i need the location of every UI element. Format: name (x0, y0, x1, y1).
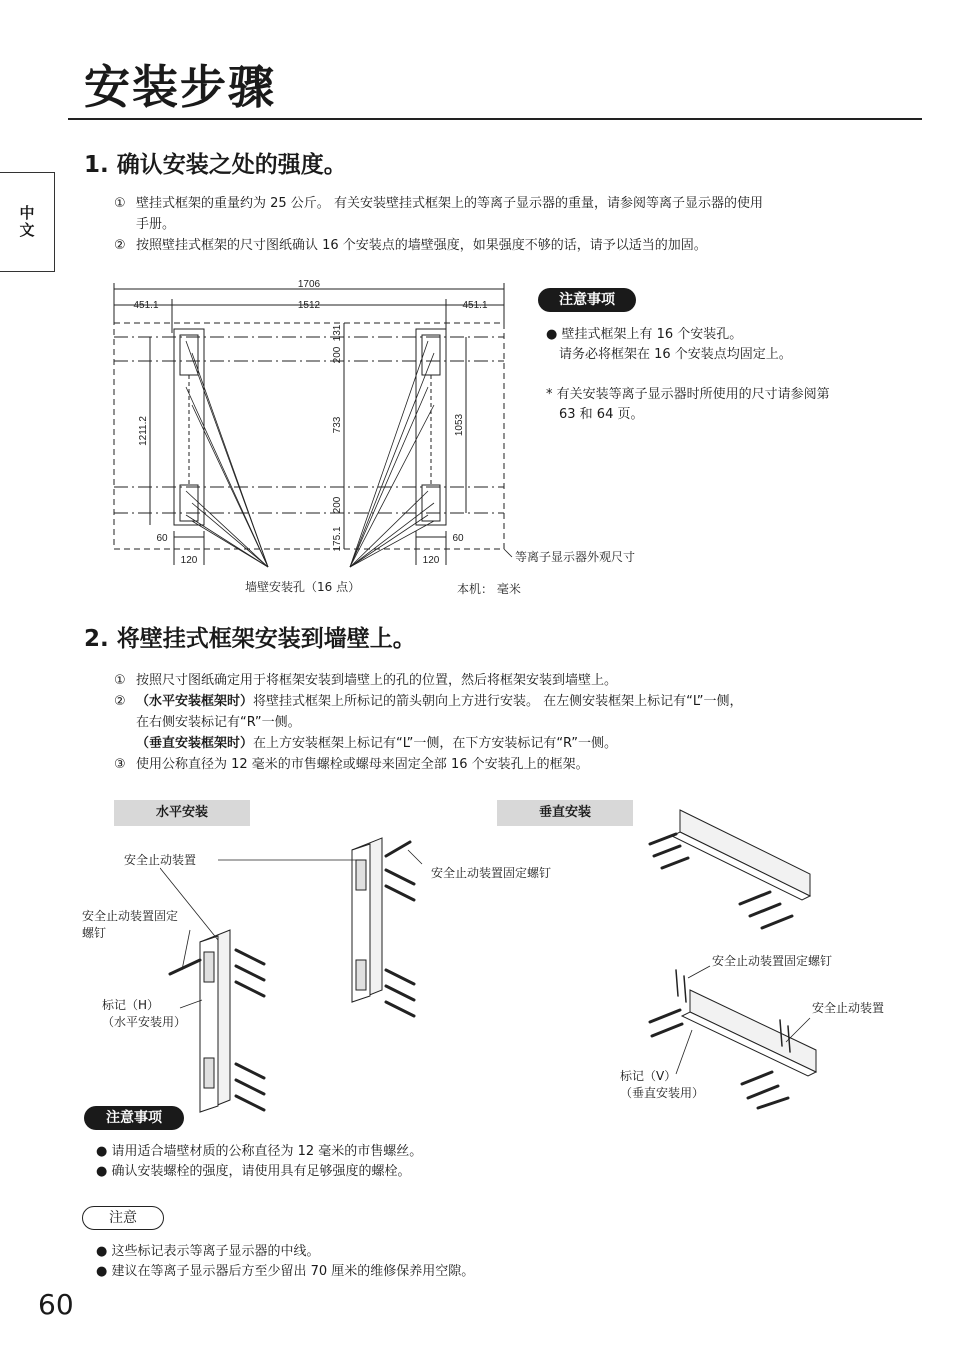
caution-line: 请务必将框架在 16 个安装点均固定上。 (559, 347, 792, 362)
language-tab-label: 中文 (17, 205, 36, 239)
step-text-continued: 手册。 (136, 217, 176, 232)
v-safety-screw-label: 安全止动装置固定螺钉 (712, 954, 833, 968)
dim-top: 131 (332, 324, 343, 342)
section1-step1 (114, 193, 914, 235)
dim-60-right: 60 (452, 533, 464, 544)
page-title: 安装步骤 (84, 60, 276, 114)
vertical-install-label: 垂直安装 (497, 800, 633, 826)
language-tab (0, 172, 55, 272)
v-mark-label: 标记（V） （垂直安装用） (620, 1069, 705, 1100)
v-safety-device-label: 安全止动装置 (812, 1001, 885, 1015)
dim-height: 1211.2 (138, 416, 149, 446)
label-outline: 等离子显示器外观尺寸 (515, 550, 636, 564)
dim-right: 451.1 (462, 300, 488, 311)
dim-60-left: 60 (156, 533, 168, 544)
dim-bottom: 175.1 (332, 526, 343, 552)
h-safety-screw-left-label: 安全止动装置固定 螺钉 (82, 909, 179, 940)
caution-line: 63 和 64 页。 (559, 407, 644, 422)
dim-733: 733 (332, 416, 343, 434)
dim-200a: 200 (332, 346, 343, 364)
horizontal-install-illustration (160, 830, 450, 1120)
note-lines (96, 1242, 696, 1282)
label-unit: 本机： 毫米 (457, 582, 521, 596)
dim-center: 1512 (297, 300, 321, 311)
note-line: ● 建议在等离子显示器后方至少留出 70 厘米的维修保养用空隙。 (96, 1264, 475, 1279)
dim-120-right: 120 (422, 555, 440, 566)
dim-120-left: 120 (180, 555, 198, 566)
step-number: ② (114, 238, 126, 253)
dim-200b: 200 (332, 496, 343, 514)
section2-step3: ③ 使用公称直径为 12 毫米的市售螺栓或螺母来固定全部 16 个安装孔上的框架。 (114, 757, 589, 772)
horizontal-install-label: 水平安装 (114, 800, 250, 826)
section1-title: 1. 确认安装之处的强度。 (84, 152, 347, 178)
note-line: ● 这些标记表示等离子显示器的中线。 (96, 1244, 320, 1259)
caution-label: 注意事项 (538, 288, 636, 312)
step-text: 按照壁挂式框架的尺寸图纸确认 16 个安装点的墙壁强度，如果强度不够的话，请予以适当的加固。 (136, 238, 707, 253)
caution-line: ● 请用适合墙壁材质的公称直径为 12 毫米的市售螺丝。 (96, 1144, 423, 1159)
h-mark-label: 标记（H） （水平安装用） (102, 998, 187, 1029)
section2-step1: ① 按照尺寸图纸确定用于将框架安装到墙壁上的孔的位置，然后将框架安装到墙壁上。 (114, 673, 618, 688)
note-label: 注意 (82, 1206, 164, 1230)
caution-label-2: 注意事项 (84, 1106, 184, 1130)
section2-step2: ② （水平安装框架时）将壁挂式框架上所标记的箭头朝向上方进行安装。 在左侧安装框架上标记有“L”一侧， (114, 694, 743, 709)
section1-step2 (114, 235, 914, 256)
dim-left: 451.1 (133, 300, 159, 311)
step-text: 壁挂式框架的重量约为 25 公斤。 有关安装壁挂式框架上的等离子显示器的重量，请参阅等离子显示器的使用 (136, 196, 763, 211)
caution-notes-2 (96, 1142, 696, 1182)
caution-line: * 有关安装等离子显示器时所使用的尺寸请参阅第 (546, 387, 830, 402)
title-divider (68, 118, 922, 120)
h-safety-device-label: 安全止动装置 (124, 853, 197, 867)
dim-1053: 1053 (454, 413, 465, 437)
page-number: 60 (38, 1288, 74, 1321)
h-safety-screw-right-label: 安全止动装置固定螺钉 (431, 866, 552, 880)
step-number: ① (114, 196, 126, 211)
caution-line: ● 壁挂式框架上有 16 个安装孔。 (546, 327, 743, 342)
dim-total: 1706 (297, 279, 321, 290)
section2-title: 2. 将壁挂式框架安装到墙壁上。 (84, 626, 416, 652)
section2-steps: ① 按照尺寸图纸确定用于将框架安装到墙壁上的孔的位置，然后将框架安装到墙壁上。 ② （水平安装框架时）将壁挂式框架上所标记的箭头朝向上方进行安装。 在左侧安装框架上标记有“L”一侧， 在右侧安装标记有“R”一侧。 （垂直安装框架时）在上方安装框架上标记有“L”一侧，在下方安装标记有“R”一侧。 ③ 使用公称直径为 12 毫米的市售螺栓或螺母来固定全部 16 个安装孔上的框架。 (114, 670, 924, 775)
caution-notes (546, 325, 916, 425)
caution-line: ● 确认安装螺栓的强度，请使用具有足够强度的螺栓。 (96, 1164, 411, 1179)
label-holes: 墙壁安装孔（16 点） (245, 580, 361, 594)
